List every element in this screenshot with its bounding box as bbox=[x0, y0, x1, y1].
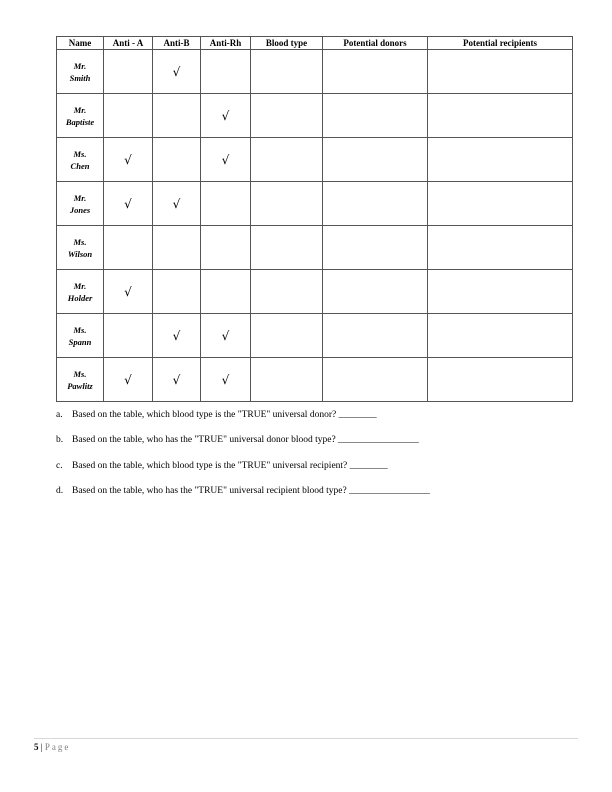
anti-rh-cell: √ bbox=[201, 138, 251, 182]
header-blood-type: Blood type bbox=[251, 37, 323, 50]
anti-b-cell: √ bbox=[153, 50, 201, 94]
anti-a-cell: √ bbox=[104, 270, 153, 314]
anti-rh-cell bbox=[201, 182, 251, 226]
patient-surname: Jones bbox=[69, 204, 91, 215]
table-header-row bbox=[57, 37, 573, 50]
question-text: Based on the table, who has the "TRUE" universal donor blood type? _________________ bbox=[72, 435, 419, 445]
table-row bbox=[57, 270, 573, 314]
potential-donors-cell[interactable] bbox=[323, 226, 428, 270]
anti-a-cell: √ bbox=[104, 358, 153, 402]
table-row bbox=[57, 314, 573, 358]
header-name: Name bbox=[57, 37, 104, 50]
patient-surname: Wilson bbox=[67, 248, 93, 259]
patient-surname: Chen bbox=[70, 160, 90, 171]
anti-rh-cell bbox=[201, 270, 251, 314]
anti-a-cell: √ bbox=[104, 138, 153, 182]
blood-type-table-container bbox=[56, 36, 572, 402]
header-anti-a: Anti - A bbox=[104, 37, 153, 50]
patient-title: Mr. bbox=[73, 60, 87, 71]
table-row bbox=[57, 182, 573, 226]
anti-b-cell bbox=[153, 94, 201, 138]
anti-b-cell: √ bbox=[153, 182, 201, 226]
patient-surname: Pawlitz bbox=[67, 380, 93, 391]
potential-donors-cell[interactable] bbox=[323, 358, 428, 402]
blood-type-cell[interactable] bbox=[251, 50, 323, 94]
patient-surname: Baptiste bbox=[65, 116, 95, 127]
potential-donors-cell[interactable] bbox=[323, 314, 428, 358]
blood-type-cell[interactable] bbox=[251, 138, 323, 182]
patient-name-cell bbox=[57, 358, 104, 402]
question-letter: c. bbox=[56, 461, 63, 471]
header-potential-recipients: Potential recipients bbox=[428, 37, 573, 50]
patient-name-cell bbox=[57, 138, 104, 182]
anti-rh-cell bbox=[201, 50, 251, 94]
potential-recipients-cell[interactable] bbox=[428, 358, 573, 402]
anti-b-cell: √ bbox=[153, 358, 201, 402]
anti-a-cell bbox=[104, 226, 153, 270]
potential-recipients-cell[interactable] bbox=[428, 138, 573, 182]
footer-separator: | bbox=[40, 742, 43, 752]
potential-recipients-cell[interactable] bbox=[428, 182, 573, 226]
blood-type-cell[interactable] bbox=[251, 314, 323, 358]
blood-type-cell[interactable] bbox=[251, 226, 323, 270]
patient-title: Ms. bbox=[73, 324, 87, 335]
table-row bbox=[57, 94, 573, 138]
blood-type-cell[interactable] bbox=[251, 94, 323, 138]
anti-b-cell bbox=[153, 270, 201, 314]
patient-title: Ms. bbox=[73, 236, 87, 247]
question-letter: b. bbox=[56, 435, 64, 445]
question-d bbox=[56, 486, 430, 496]
table-row bbox=[57, 50, 573, 94]
patient-title: Mr. bbox=[73, 280, 87, 291]
potential-donors-cell[interactable] bbox=[323, 138, 428, 182]
patient-name-cell bbox=[57, 314, 104, 358]
header-anti-b: Anti-B bbox=[153, 37, 201, 50]
anti-b-cell: √ bbox=[153, 314, 201, 358]
anti-a-cell bbox=[104, 50, 153, 94]
blood-type-table bbox=[56, 36, 573, 402]
question-text: Based on the table, who has the "TRUE" universal recipient blood type? _________________ bbox=[72, 486, 430, 496]
patient-surname: Smith bbox=[69, 72, 91, 83]
patient-surname: Spann bbox=[68, 336, 92, 347]
anti-a-cell bbox=[104, 94, 153, 138]
footer-divider bbox=[34, 738, 578, 739]
potential-donors-cell[interactable] bbox=[323, 182, 428, 226]
anti-b-cell bbox=[153, 138, 201, 182]
patient-name-cell bbox=[57, 182, 104, 226]
table-body bbox=[57, 50, 573, 402]
page-footer bbox=[34, 742, 70, 752]
anti-a-cell: √ bbox=[104, 182, 153, 226]
table-row bbox=[57, 138, 573, 182]
anti-rh-cell bbox=[201, 226, 251, 270]
anti-rh-cell: √ bbox=[201, 94, 251, 138]
header-anti-rh: Anti-Rh bbox=[201, 37, 251, 50]
potential-recipients-cell[interactable] bbox=[428, 270, 573, 314]
question-a bbox=[56, 410, 377, 420]
potential-recipients-cell[interactable] bbox=[428, 314, 573, 358]
anti-a-cell bbox=[104, 314, 153, 358]
potential-recipients-cell[interactable] bbox=[428, 94, 573, 138]
anti-rh-cell: √ bbox=[201, 358, 251, 402]
patient-name-cell bbox=[57, 94, 104, 138]
anti-b-cell bbox=[153, 226, 201, 270]
table-row bbox=[57, 226, 573, 270]
page-label: Page bbox=[44, 742, 71, 752]
header-potential-donors: Potential donors bbox=[323, 37, 428, 50]
table-row bbox=[57, 358, 573, 402]
question-text: Based on the table, which blood type is the "TRUE" universal donor? ________ bbox=[72, 410, 377, 420]
patient-name-cell bbox=[57, 50, 104, 94]
potential-donors-cell[interactable] bbox=[323, 94, 428, 138]
question-text: Based on the table, which blood type is the "TRUE" universal recipient? ________ bbox=[72, 461, 388, 471]
patient-name-cell bbox=[57, 270, 104, 314]
patient-title: Mr. bbox=[73, 192, 87, 203]
potential-recipients-cell[interactable] bbox=[428, 226, 573, 270]
patient-surname: Holder bbox=[67, 292, 93, 303]
blood-type-cell[interactable] bbox=[251, 270, 323, 314]
question-letter: a. bbox=[56, 410, 63, 420]
patient-title: Mr. bbox=[73, 104, 87, 115]
question-b bbox=[56, 435, 419, 445]
potential-recipients-cell[interactable] bbox=[428, 50, 573, 94]
anti-rh-cell: √ bbox=[201, 314, 251, 358]
patient-name-cell bbox=[57, 226, 104, 270]
blood-type-cell[interactable] bbox=[251, 182, 323, 226]
blood-type-cell[interactable] bbox=[251, 358, 323, 402]
patient-title: Ms. bbox=[73, 368, 87, 379]
potential-donors-cell[interactable] bbox=[323, 270, 428, 314]
patient-title: Ms. bbox=[73, 148, 87, 159]
question-letter: d. bbox=[56, 486, 64, 496]
potential-donors-cell[interactable] bbox=[323, 50, 428, 94]
page-number: 5 bbox=[34, 742, 39, 752]
question-c bbox=[56, 461, 388, 471]
